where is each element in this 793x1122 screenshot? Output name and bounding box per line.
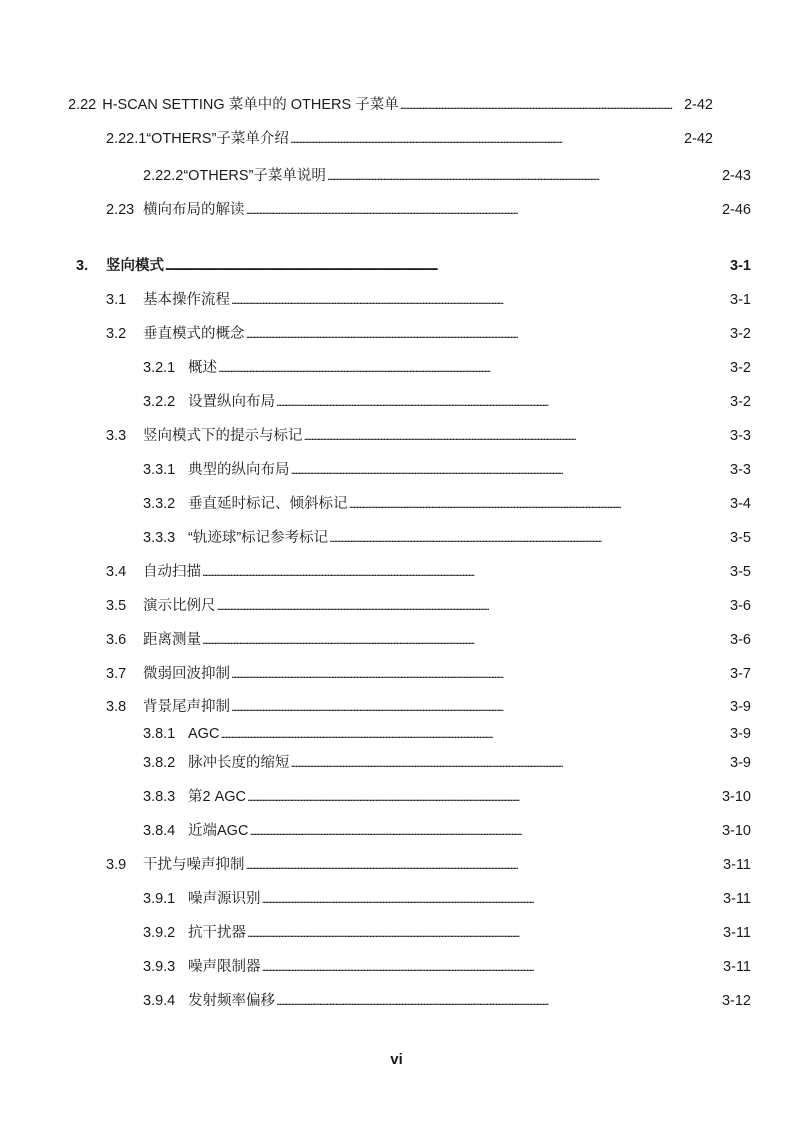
toc-entry-title: 距离测量 <box>143 632 201 648</box>
dot-leader <box>246 855 723 875</box>
toc-entry-number: 3.3.2 <box>143 496 176 512</box>
toc-entry-page: 3-2 <box>730 394 751 410</box>
dot-leader <box>249 821 721 841</box>
toc-entry[interactable] <box>68 95 713 115</box>
dot-leader <box>400 95 683 115</box>
toc-entry-number: 3.8.3 <box>143 789 176 805</box>
toc-entry-number: 3.3 <box>106 428 127 444</box>
dot-leader <box>220 724 729 744</box>
toc-entry[interactable] <box>143 821 751 841</box>
toc-entry[interactable] <box>106 697 751 717</box>
toc-entry[interactable] <box>106 664 751 684</box>
dot-leader <box>349 494 730 514</box>
toc-entry-page: 3-11 <box>723 959 751 975</box>
toc-entry-number: 3.5 <box>106 598 127 614</box>
toc-entry-number: 3.8.2 <box>143 755 176 771</box>
toc-entry-title: 噪声限制器 <box>188 959 261 975</box>
toc-chapter-entry[interactable] <box>76 256 751 276</box>
toc-entry-page: 3-10 <box>721 789 751 805</box>
dot-leader <box>165 256 729 276</box>
toc-entry[interactable] <box>143 494 751 514</box>
toc-entry-number: 3. <box>76 258 89 274</box>
toc-entry-title: 演示比例尺 <box>143 598 216 614</box>
toc-entry-page: 3-6 <box>730 598 751 614</box>
toc-entry-page: 3-11 <box>723 925 751 941</box>
toc-entry[interactable] <box>143 923 751 943</box>
toc-entry-title: 竖向模式下的提示与标记 <box>143 428 303 444</box>
toc-entry-title: 干扰与噪声抑制 <box>143 857 245 873</box>
dot-leader <box>262 889 723 909</box>
toc-entry-number: 3.9.4 <box>143 993 176 1009</box>
toc-entry-title: 噪声源识别 <box>188 891 261 907</box>
toc-entry[interactable] <box>106 426 751 446</box>
dot-leader <box>304 426 730 446</box>
dot-leader <box>231 664 729 684</box>
toc-entry-number: 3.9 <box>106 857 127 873</box>
toc-entry-number: 3.6 <box>106 632 127 648</box>
toc-entry-title: 典型的纵向布局 <box>188 462 290 478</box>
toc-entry-number: 2.22.1 <box>106 131 147 147</box>
toc-entry[interactable] <box>106 855 751 875</box>
toc-entry-title: 概述 <box>188 360 217 376</box>
toc-entry-page: 3-9 <box>730 755 751 771</box>
toc-entry-number: 3.8.4 <box>143 823 176 839</box>
toc-entry-number: 3.7 <box>106 666 127 682</box>
toc-entry-title: 垂直延时标记、倾斜标记 <box>188 496 348 512</box>
toc-entry-number: 3.9.3 <box>143 959 176 975</box>
dot-leader <box>291 460 730 480</box>
toc-entry-page: 3-4 <box>730 496 751 512</box>
toc-entry[interactable] <box>143 358 751 378</box>
toc-entry[interactable] <box>143 957 751 977</box>
toc-entry-title: 设置纵向布局 <box>188 394 275 410</box>
toc-entry-page: 3-5 <box>730 564 751 580</box>
toc-entry[interactable] <box>106 630 751 650</box>
toc-entry-number: 3.4 <box>106 564 127 580</box>
toc-entry-title: 横向布局的解读 <box>143 202 245 218</box>
toc-entry[interactable] <box>106 596 751 616</box>
toc-entry-page: 3-12 <box>721 993 751 1009</box>
dot-leader <box>247 787 721 807</box>
toc-entry-number: 3.2.1 <box>143 360 176 376</box>
toc-entry-number: 3.3.3 <box>143 530 176 546</box>
toc-entry-title: 背景尾声抑制 <box>143 699 230 715</box>
dot-leader <box>217 596 730 616</box>
dot-leader <box>327 166 721 186</box>
toc-entry-page: 3-3 <box>730 462 751 478</box>
dot-leader <box>247 923 722 943</box>
toc-entry-page: 3-9 <box>730 699 751 715</box>
toc-entry-title: H-SCAN SETTING 菜单中的 OTHERS 子菜单 <box>102 97 399 113</box>
dot-leader <box>246 200 721 220</box>
toc-entry[interactable] <box>106 324 751 344</box>
toc-entry-page: 3-6 <box>730 632 751 648</box>
toc-entry-title: 自动扫描 <box>143 564 201 580</box>
toc-entry[interactable] <box>106 290 751 310</box>
toc-entry-title: AGC <box>188 726 220 742</box>
toc-entry-page: 2-42 <box>683 131 713 147</box>
toc-entry-page: 3-2 <box>730 360 751 376</box>
toc-entry-number: 2.22 <box>68 97 97 113</box>
toc-entry[interactable] <box>106 562 751 582</box>
toc-entry-title: 近端AGC <box>188 823 249 839</box>
toc-entry-page: 3-2 <box>730 326 751 342</box>
toc-entry-page: 3-3 <box>730 428 751 444</box>
toc-entry-title: 竖向模式 <box>106 258 164 274</box>
toc-entry-title: “OTHERS”子菜单介绍 <box>146 131 289 147</box>
toc-entry-page: 3-7 <box>730 666 751 682</box>
dot-leader <box>246 324 730 344</box>
toc-entry-page: 3-10 <box>721 823 751 839</box>
toc-entry-title: 抗干扰器 <box>188 925 246 941</box>
toc-entry-page: 3-1 <box>730 258 751 274</box>
toc-entry[interactable] <box>143 724 751 744</box>
dot-leader <box>262 957 723 977</box>
toc-entry-page: 2-46 <box>721 202 751 218</box>
toc-entry[interactable] <box>143 753 751 773</box>
toc-entry[interactable] <box>143 392 751 412</box>
dot-leader <box>276 392 729 412</box>
toc-entry-page: 3-11 <box>723 857 751 873</box>
toc-entry[interactable] <box>106 129 713 149</box>
toc-entry-page: 3-5 <box>730 530 751 546</box>
toc-entry-title: 微弱回波抑制 <box>143 666 230 682</box>
toc-entry[interactable] <box>143 166 751 186</box>
toc-entry-title: “轨迹球”标记参考标记 <box>188 530 329 546</box>
dot-leader <box>202 562 729 582</box>
toc-entry-number: 2.22.2 <box>143 168 184 184</box>
toc-entry-page: 2-43 <box>721 168 751 184</box>
toc-entry-number: 3.9.1 <box>143 891 176 907</box>
dot-leader <box>231 290 729 310</box>
toc-entry-number: 3.3.1 <box>143 462 176 478</box>
toc-entry[interactable] <box>143 889 751 909</box>
toc-entry-number: 3.9.2 <box>143 925 176 941</box>
dot-leader <box>290 129 683 149</box>
dot-leader <box>276 991 721 1011</box>
toc-entry-title: 发射频率偏移 <box>188 993 275 1009</box>
toc-entry[interactable] <box>143 528 751 548</box>
toc-entry-title: 第2 AGC <box>188 789 247 805</box>
toc-entry-number: 3.1 <box>106 292 127 308</box>
toc-entry-number: 3.2 <box>106 326 127 342</box>
toc-entry-page: 3-1 <box>730 292 751 308</box>
toc-entry[interactable] <box>143 787 751 807</box>
toc-entry[interactable] <box>143 460 751 480</box>
toc-entry-title: 脉冲长度的缩短 <box>188 755 290 771</box>
dot-leader <box>218 358 729 378</box>
toc-entry-page: 2-42 <box>683 97 713 113</box>
dot-leader <box>291 753 730 773</box>
toc-entry-number: 3.8.1 <box>143 726 176 742</box>
toc-entry-page: 3-9 <box>730 726 751 742</box>
toc-entry[interactable] <box>106 200 751 220</box>
toc-entry-number: 2.23 <box>106 202 135 218</box>
dot-leader <box>231 697 729 717</box>
toc-entry[interactable] <box>143 991 751 1011</box>
toc-entry-title: 垂直模式的概念 <box>143 326 245 342</box>
dot-leader <box>329 528 729 548</box>
toc-entry-page: 3-11 <box>723 891 751 907</box>
toc-entry-number: 3.2.2 <box>143 394 176 410</box>
page-number: vi <box>390 1051 403 1068</box>
dot-leader <box>202 630 729 650</box>
toc-entry-number: 3.8 <box>106 699 127 715</box>
toc-entry-title: “OTHERS”子菜单说明 <box>183 168 326 184</box>
toc-entry-title: 基本操作流程 <box>143 292 230 308</box>
